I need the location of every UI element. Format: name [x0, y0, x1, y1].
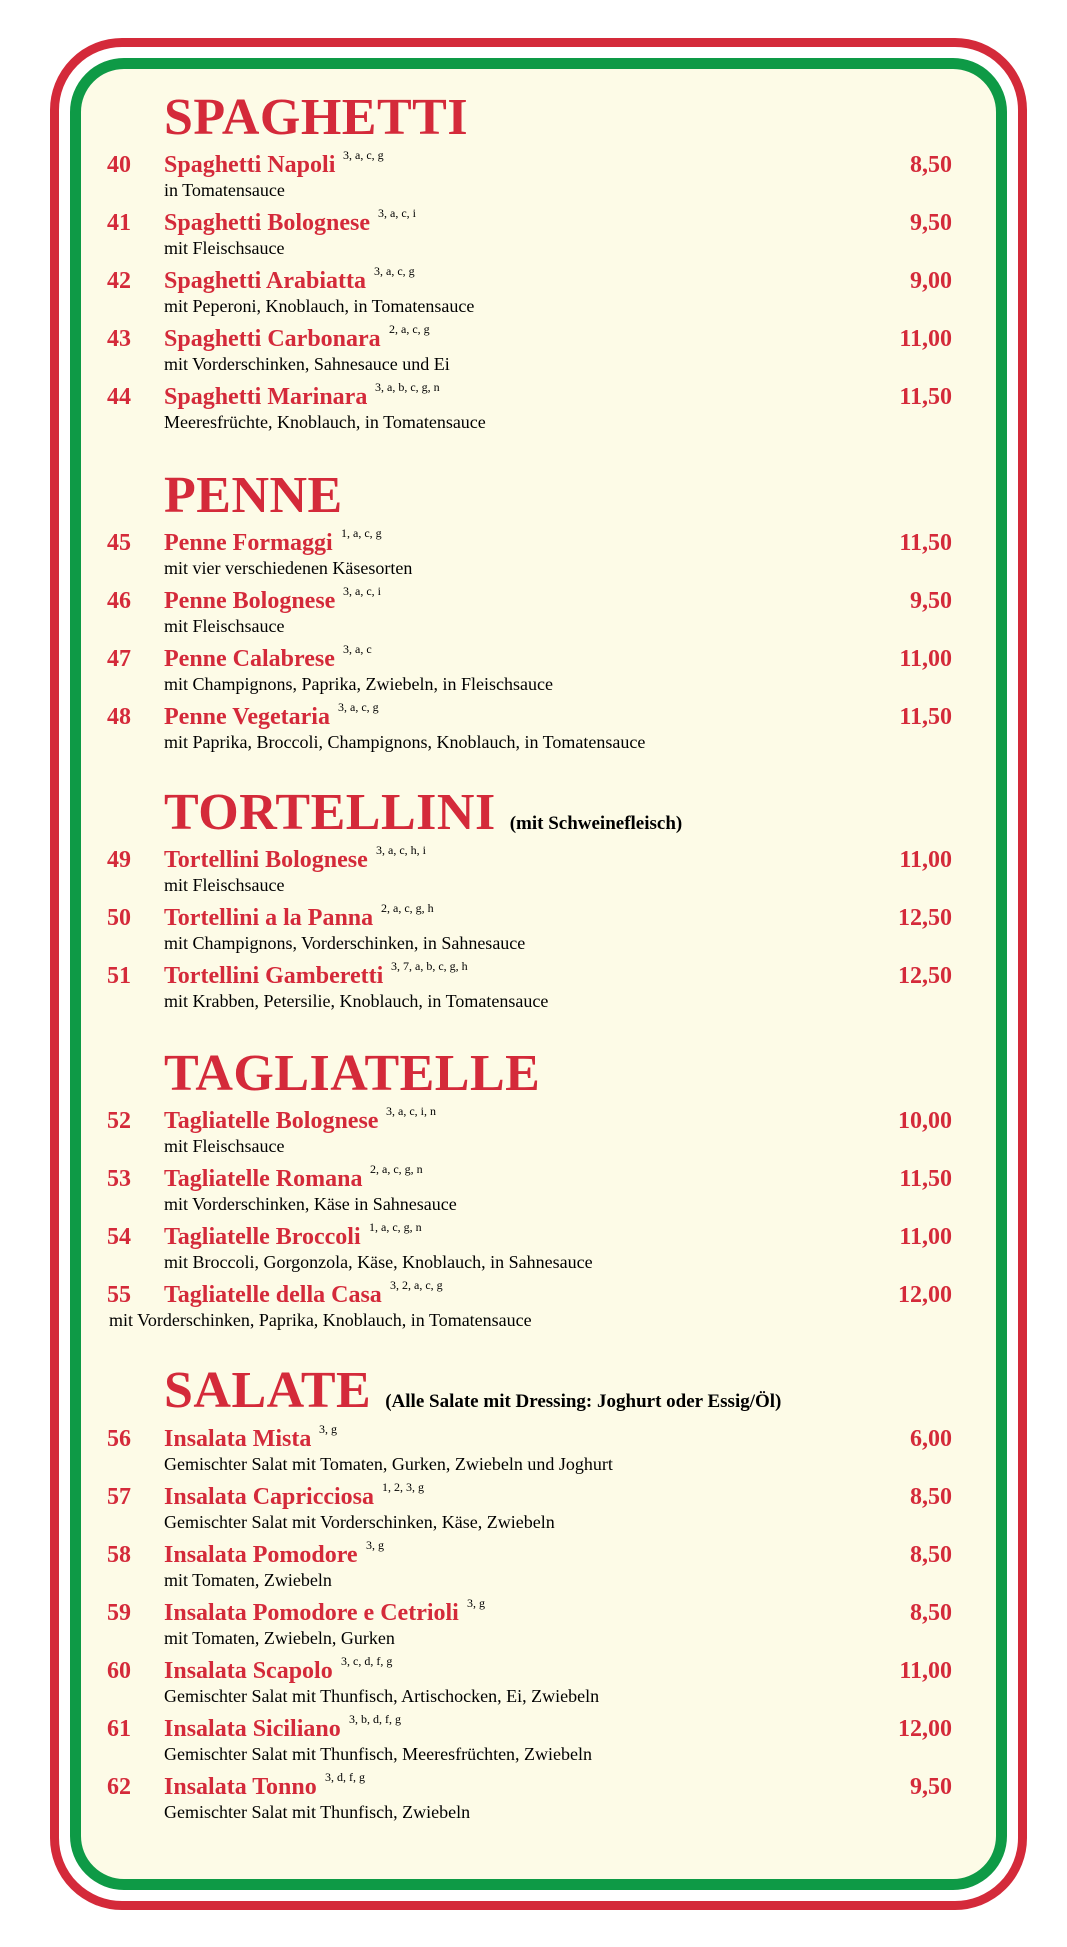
- section-title-text: SALATE: [164, 1362, 372, 1419]
- menu-item: [0, 700, 1067, 762]
- item-price: 11,00: [899, 1224, 952, 1250]
- menu-item: [0, 1712, 1067, 1774]
- item-name: Insalata Pomodore e Cetrioli: [164, 1600, 459, 1626]
- item-name: Spaghetti Carbonara: [164, 326, 381, 352]
- item-allergens: 3, a, c, g: [343, 148, 384, 162]
- item-name: Insalata Tonno: [164, 1774, 317, 1800]
- section-title-text: TORTELLINI: [164, 784, 496, 841]
- item-price: 10,00: [898, 1108, 952, 1134]
- item-allergens: 3, c, d, f, g: [341, 1654, 393, 1668]
- item-description: Gemischter Salat mit Tomaten, Gurken, Zwiebeln und Joghurt: [164, 1454, 613, 1474]
- item-name: Tagliatelle Broccoli: [164, 1224, 361, 1250]
- section-title: [164, 467, 343, 524]
- menu-item: [0, 642, 1067, 704]
- item-price: 9,00: [910, 268, 952, 294]
- menu-item: [0, 1538, 1067, 1600]
- menu-item: [0, 1596, 1067, 1658]
- menu-item: [0, 380, 1067, 442]
- menu-item: [0, 1422, 1067, 1484]
- menu-item: [0, 959, 1067, 1021]
- item-price: 11,00: [899, 847, 952, 873]
- item-number: 47: [107, 646, 131, 672]
- item-price: 11,50: [899, 1166, 952, 1192]
- menu-item: [0, 526, 1067, 588]
- item-name: Spaghetti Arabiatta: [164, 268, 367, 294]
- menu-item: [0, 1480, 1067, 1542]
- item-price: 12,50: [898, 905, 952, 931]
- item-name: Tortellini Gamberetti: [164, 963, 384, 989]
- item-description: mit Fleischsauce: [164, 875, 285, 895]
- item-name: Penne Calabrese: [164, 646, 335, 672]
- item-name: Tagliatelle Romana: [164, 1166, 363, 1192]
- section-title-text: TAGLIATELLE: [164, 1045, 541, 1102]
- item-description: Meeresfrüchte, Knoblauch, in Tomatensauce: [164, 412, 486, 432]
- item-allergens: 3, g: [319, 1422, 337, 1436]
- item-number: 56: [107, 1426, 131, 1452]
- section-title-text: SPAGHETTI: [164, 89, 469, 146]
- menu-item: [0, 1104, 1067, 1166]
- item-description: mit Vorderschinken, Sahnesauce und Ei: [164, 354, 450, 374]
- item-name: Penne Formaggi: [164, 530, 333, 556]
- item-name: Tortellini a la Panna: [164, 905, 374, 931]
- item-name: Tagliatelle Bolognese: [164, 1108, 379, 1134]
- item-price: 11,50: [899, 384, 952, 410]
- item-number: 57: [107, 1484, 131, 1510]
- item-number: 43: [107, 326, 131, 352]
- section-title: [164, 89, 469, 146]
- menu-item: [0, 1654, 1067, 1716]
- section-title: [164, 1045, 541, 1102]
- item-price: 6,00: [910, 1426, 952, 1452]
- menu-item: [0, 1162, 1067, 1224]
- item-name: Tagliatelle della Casa: [164, 1282, 382, 1308]
- item-allergens: 2, a, c, g, h: [381, 901, 434, 915]
- menu-item: [0, 1770, 1067, 1832]
- item-name: Insalata Capricciosa: [164, 1484, 374, 1510]
- item-number: 61: [107, 1716, 131, 1742]
- item-number: 60: [107, 1658, 131, 1684]
- menu-item: [0, 1278, 1067, 1340]
- item-price: 8,50: [910, 1484, 952, 1510]
- item-description: mit Peperoni, Knoblauch, in Tomatensauce: [164, 296, 475, 316]
- item-number: 49: [107, 847, 131, 873]
- item-number: 55: [107, 1282, 131, 1308]
- item-number: 53: [107, 1166, 131, 1192]
- item-allergens: 3, 7, a, b, c, g, h: [391, 959, 468, 973]
- item-allergens: 3, 2, a, c, g: [390, 1278, 443, 1292]
- item-price: 9,50: [910, 1774, 952, 1800]
- item-price: 9,50: [910, 588, 952, 614]
- item-price: 11,50: [899, 530, 952, 556]
- item-number: 41: [107, 210, 131, 236]
- item-name: Insalata Pomodore: [164, 1542, 358, 1568]
- item-description: mit Paprika, Broccoli, Champignons, Knoblauch, in Tomatensauce: [164, 732, 646, 752]
- item-number: 62: [107, 1774, 131, 1800]
- item-allergens: 1, a, c, g: [341, 526, 382, 540]
- item-name: Insalata Siciliano: [164, 1716, 341, 1742]
- item-description: mit Broccoli, Gorgonzola, Käse, Knoblauch, in Sahnesauce: [164, 1252, 593, 1272]
- item-name: Spaghetti Napoli: [164, 152, 336, 178]
- item-allergens: 3, a, c, i, n: [386, 1104, 436, 1118]
- menu-item: [0, 584, 1067, 646]
- item-description: Gemischter Salat mit Thunfisch, Meeresfrüchten, Zwiebeln: [164, 1744, 593, 1764]
- item-description: mit Vorderschinken, Käse in Sahnesauce: [164, 1194, 457, 1214]
- item-price: 8,50: [910, 152, 952, 178]
- item-price: 12,00: [898, 1716, 952, 1742]
- item-description: mit Tomaten, Zwiebeln, Gurken: [164, 1628, 395, 1648]
- item-price: 9,50: [910, 210, 952, 236]
- item-number: 58: [107, 1542, 131, 1568]
- item-description: Gemischter Salat mit Thunfisch, Artischocken, Ei, Zwiebeln: [164, 1686, 600, 1706]
- item-number: 54: [107, 1224, 131, 1250]
- item-description: mit Vorderschinken, Paprika, Knoblauch, in Tomatensauce: [109, 1310, 532, 1330]
- item-number: 45: [107, 530, 131, 556]
- item-number: 50: [107, 905, 131, 931]
- item-description: in Tomatensauce: [164, 180, 285, 200]
- item-description: mit Fleischsauce: [164, 238, 285, 258]
- item-number: 48: [107, 704, 131, 730]
- item-description: mit Krabben, Petersilie, Knoblauch, in Tomatensauce: [164, 991, 549, 1011]
- item-name: Penne Bolognese: [164, 588, 336, 614]
- item-number: 46: [107, 588, 131, 614]
- item-number: 40: [107, 152, 131, 178]
- item-price: 11,50: [899, 704, 952, 730]
- item-name: Spaghetti Bolognese: [164, 210, 371, 236]
- menu-item: [0, 206, 1067, 268]
- item-allergens: 3, a, c, g: [338, 700, 379, 714]
- menu-item: [0, 1220, 1067, 1282]
- item-name: Insalata Scapolo: [164, 1658, 333, 1684]
- item-price: 11,00: [899, 326, 952, 352]
- item-name: Penne Vegetaria: [164, 704, 330, 730]
- item-allergens: 2, a, c, g: [389, 322, 430, 336]
- menu-item: [0, 843, 1067, 905]
- item-name: Tortellini Bolognese: [164, 847, 368, 873]
- item-number: 44: [107, 384, 131, 410]
- item-allergens: 1, a, c, g, n: [369, 1220, 422, 1234]
- item-name: Spaghetti Marinara: [164, 384, 368, 410]
- item-description: Gemischter Salat mit Thunfisch, Zwiebeln: [164, 1802, 471, 1822]
- item-number: 51: [107, 963, 131, 989]
- menu-item: [0, 901, 1067, 963]
- item-allergens: 3, g: [467, 1596, 485, 1610]
- section-title: [164, 1362, 782, 1419]
- item-number: 59: [107, 1600, 131, 1626]
- item-allergens: 3, b, d, f, g: [349, 1712, 401, 1726]
- item-price: 8,50: [910, 1542, 952, 1568]
- item-description: mit Champignons, Paprika, Zwiebeln, in Fleischsauce: [164, 674, 553, 694]
- item-description: mit Fleischsauce: [164, 1136, 285, 1156]
- item-allergens: 2, a, c, g, n: [370, 1162, 423, 1176]
- section-title-text: PENNE: [164, 467, 343, 524]
- item-description: mit vier verschiedenen Käsesorten: [164, 558, 413, 578]
- item-price: 11,00: [899, 1658, 952, 1684]
- item-description: mit Champignons, Vorderschinken, in Sahnesauce: [164, 933, 526, 953]
- item-description: Gemischter Salat mit Vorderschinken, Käse, Zwiebeln: [164, 1512, 555, 1532]
- item-allergens: 3, a, c, h, i: [376, 843, 426, 857]
- item-allergens: 3, a, b, c, g, n: [375, 380, 440, 394]
- menu-item: [0, 322, 1067, 384]
- section-note: (mit Schweinefleisch): [509, 813, 683, 834]
- item-price: 11,00: [899, 646, 952, 672]
- item-allergens: 3, a, c: [343, 642, 372, 656]
- item-description: mit Tomaten, Zwiebeln: [164, 1570, 332, 1590]
- item-price: 8,50: [910, 1600, 952, 1626]
- section-title: [164, 784, 683, 841]
- menu-item: [0, 148, 1067, 210]
- item-price: 12,50: [898, 963, 952, 989]
- item-allergens: 3, g: [366, 1538, 384, 1552]
- item-allergens: 3, a, c, g: [374, 264, 415, 278]
- item-allergens: 3, d, f, g: [325, 1770, 365, 1784]
- section-note: (Alle Salate mit Dressing: Joghurt oder Essig/Öl): [385, 1391, 782, 1412]
- item-description: mit Fleischsauce: [164, 616, 285, 636]
- item-allergens: 1, 2, 3, g: [382, 1480, 424, 1494]
- item-number: 42: [107, 268, 131, 294]
- menu-item: [0, 264, 1067, 326]
- item-name: Insalata Mista: [164, 1426, 312, 1452]
- item-number: 52: [107, 1108, 131, 1134]
- item-allergens: 3, a, c, i: [378, 206, 416, 220]
- item-allergens: 3, a, c, i: [343, 584, 381, 598]
- item-price: 12,00: [898, 1282, 952, 1308]
